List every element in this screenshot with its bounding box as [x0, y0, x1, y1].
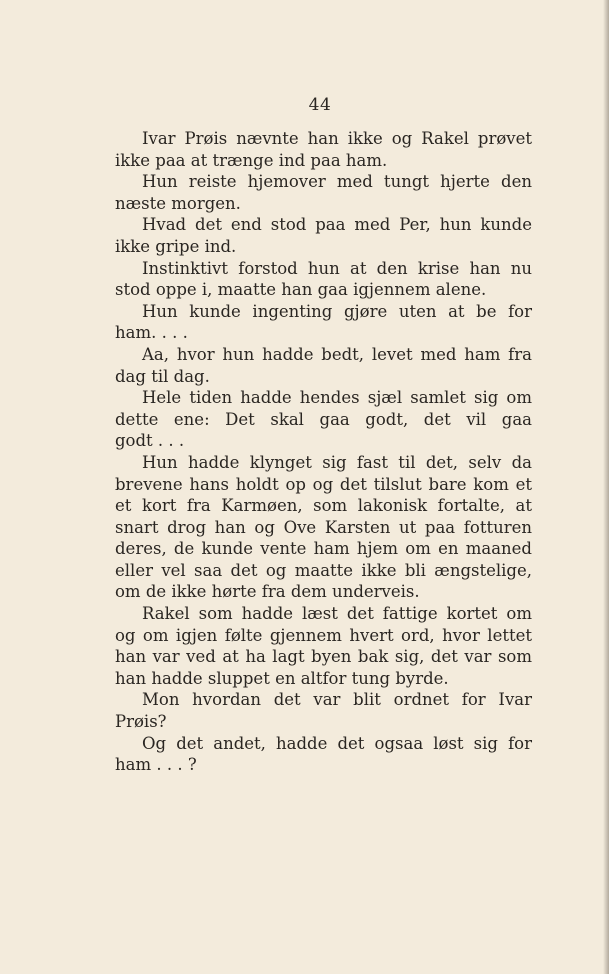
text-line: Prøis?: [115, 712, 167, 732]
text-line: næste morgen.: [115, 193, 241, 213]
text-line: Hun reiste hjemover med tungt hjerte den: [142, 172, 532, 192]
text-line: brevene hans holdt op og det tilslut bare kom et: [115, 474, 532, 494]
text-line: ham. . . .: [115, 323, 188, 343]
text-line: Aa, hvor hun hadde bedt, levet med ham fra: [142, 344, 532, 364]
text-line: Rakel som hadde læst det fattige kortet om: [142, 604, 532, 624]
text-line: Mon hvordan det var blit ordnet for Ivar: [142, 690, 532, 710]
text-line: Hvad det end stod paa med Per, hun kunde: [142, 215, 532, 235]
text-line: ikke paa at trænge ind paa ham.: [115, 150, 388, 170]
text-line: Hun kunde ingenting gjøre uten at be for: [142, 301, 532, 321]
text-line: ham . . . ?: [115, 755, 197, 775]
text-line: ikke gripe ind.: [115, 236, 237, 256]
text-line: Instinktivt forstod hun at den krise han nu: [142, 258, 532, 278]
text-line: dag til dag.: [115, 366, 210, 386]
page-number: 44: [308, 95, 332, 115]
text-line: snart drog han og Ove Karsten ut paa fotturen: [115, 517, 532, 537]
text-line: dette ene: Det skal gaa godt, det vil gaa: [115, 409, 532, 429]
body-text: [115, 128, 532, 776]
text-line: eller vel saa det og maatte ikke bli ængstelige,: [115, 560, 532, 580]
text-line: Ivar Prøis nævnte han ikke og Rakel prøvet: [142, 129, 532, 148]
text-line: deres, de kunde vente ham hjem om en maaned: [115, 539, 532, 559]
text-line: Og det andet, hadde det ogsaa løst sig for: [142, 733, 532, 753]
text-line: han hadde sluppet en altfor tung byrde.: [115, 668, 449, 688]
text-line: Hele tiden hadde hendes sjæl samlet sig om: [142, 388, 532, 408]
text-line: han var ved at ha lagt byen bak sig, det var som: [115, 647, 532, 667]
text-line: om de ikke hørte fra dem underveis.: [115, 582, 420, 602]
text-line: og om igjen følte gjennem hvert ord, hvor lettet: [115, 625, 532, 645]
page-edge-shadow: [603, 0, 609, 974]
text-line: Hun hadde klynget sig fast til det, selv da: [142, 452, 532, 472]
text-line: stod oppe i, maatte han gaa igjennem alene.: [115, 280, 487, 300]
text-line: et kort fra Karmøen, som lakonisk fortalte, at: [115, 496, 532, 516]
text-line: godt . . .: [115, 431, 185, 451]
